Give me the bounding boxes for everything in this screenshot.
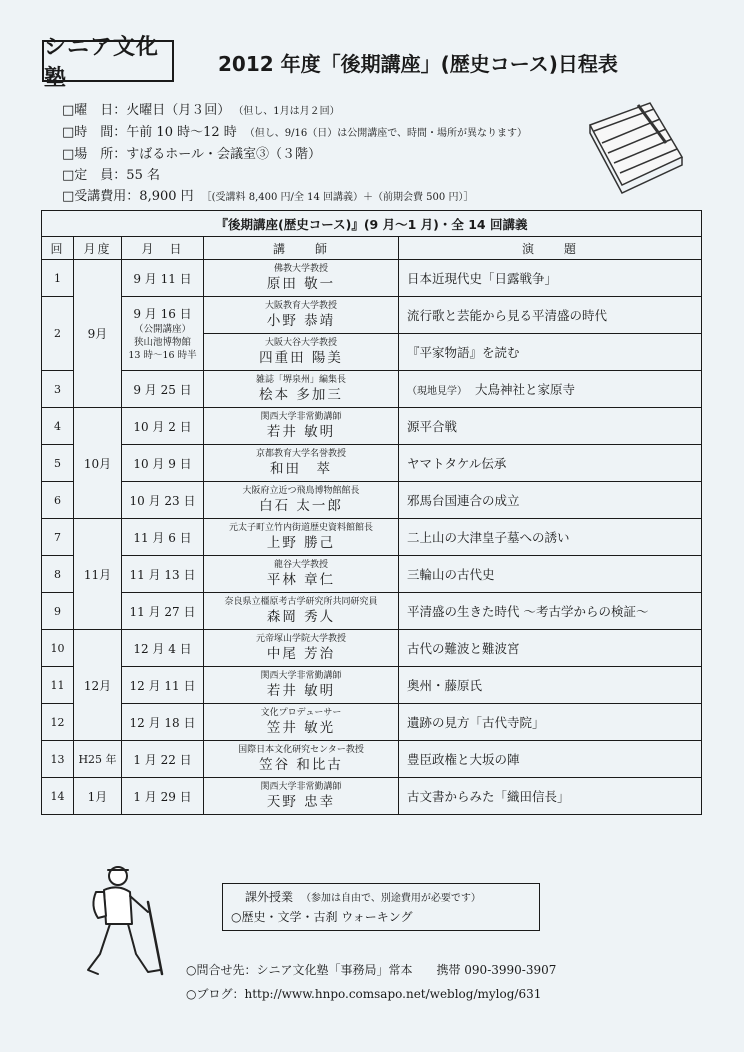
contact-block: [186, 958, 556, 1006]
month-dec: 12月: [74, 630, 122, 741]
schedule-table-wrapper: [41, 210, 701, 815]
table-row: 1 9月 9 月 11 日 佛教大学教授 原田 敬一 日本近現代史「日露戦争」: [42, 260, 702, 297]
month-nov: 11月: [74, 519, 122, 630]
header-lecturer: 講 師: [204, 237, 399, 260]
table-row: 5 10 月 9 日 京都教育大学名誉教授 和田 萃 ヤマトタケル伝承: [42, 445, 702, 482]
table-header: [42, 237, 702, 260]
hiker-illustration: [70, 862, 180, 982]
table-row: 大阪大谷大学教授 四重田 陽美 『平家物語』を読む: [42, 334, 702, 371]
table-row: 2 9 月 16 日 （公開講座） 狭山池博物館 13 時～16 時半 大阪教育大学教授 小野 恭靖 流行歌と芸能から見る平清盛の時代: [42, 297, 702, 334]
info-day: □曜 日：火曜日（月３回） （但し、1月は月２回）: [62, 103, 340, 118]
header-date: 月 日: [122, 237, 204, 260]
logo: シニア文化塾: [42, 40, 174, 82]
contact-blog[interactable]: ○ブログ：http://www.hnpo.comsapo.net/weblog/mylog/631: [186, 987, 542, 1001]
header-topic: 演 題: [399, 237, 702, 260]
month-oct: 10月: [74, 408, 122, 519]
table-row: 12 12 月 18 日 文化プロデューサー 笠井 敏光 遺跡の見方「古代寺院」: [42, 704, 702, 741]
extra-heading: 課外授業: [245, 890, 294, 904]
table-row: 6 10 月 23 日 大阪府立近つ飛鳥博物館館長 白石 太一郎 邪馬台国連合の成立: [42, 482, 702, 519]
table-row: 9 11 月 27 日 奈良県立橿原考古学研究所共同研究員 森岡 秀人 平清盛の生きた時代 ～考古学からの検証～: [42, 593, 702, 630]
info-capacity: □定 員：55 名: [62, 168, 160, 183]
header-month: 月度: [74, 237, 122, 260]
month-jan: 1月: [74, 778, 122, 815]
table-row: 10 12月 12 月 4 日 元帝塚山学院大学教授 中尾 芳治 古代の難波と難波宮: [42, 630, 702, 667]
month-jan-year: H25 年: [74, 741, 122, 778]
extra-item: ○歴史・文学・古刹 ウォーキング: [231, 910, 413, 924]
extra-note: （参加は自由で、別途費用が必要です）: [301, 893, 481, 904]
header-no: 回: [42, 237, 74, 260]
contact-inquiry: ○問合せ先：シニア文化塾「事務局」常本 携帯 090-3990-3907: [186, 963, 557, 977]
info-time: □時 間：午前 10 時～12 時 （但し、9/16（日）は公開講座で、時間・場所が異なります）: [62, 125, 528, 140]
table-row: 14 1月 1 月 29 日 関西大学非常勤講師 天野 忠幸 古文書からみた「織田信長」: [42, 778, 702, 815]
month-sep: 9月: [74, 260, 122, 408]
table-row: 8 11 月 13 日 龍谷大学教授 平林 章仁 三輪山の古代史: [42, 556, 702, 593]
table-title: 『後期講座(歴史コース)』(9 月～1 月)・全 14 回講義: [42, 211, 702, 237]
info-fee: □受講費用：8,900 円 ［(受講料 8,400 円/全 14 回講義）＋（前期会費 500 円）］: [62, 189, 474, 204]
table-row: 13 H25 年 1 月 22 日 国際日本文化研究センター教授 笠谷 和比古 豊臣政権と大坂の陣: [42, 741, 702, 778]
table-row: 11 12 月 11 日 関西大学非常勤講師 若井 敏明 奥州・藤原氏: [42, 667, 702, 704]
extra-classes-box: [222, 883, 540, 931]
table-row: 7 11月 11 月 6 日 元太子町立竹内街道歴史資料館館長 上野 勝己 二上山の大津皇子墓への誘い: [42, 519, 702, 556]
info-block: [62, 100, 527, 208]
schedule-table: [41, 210, 702, 815]
info-place: □場 所：すばるホール・会議室③（３階）: [62, 147, 322, 162]
notebook-illustration: [580, 95, 690, 195]
table-row: 3 9 月 25 日 雑誌「堺泉州」編集長 桧本 多加三 （現地見学） 大鳥神社と家原寺: [42, 371, 702, 408]
page-title: 2012 年度「後期講座」(歴史コース)日程表: [218, 52, 618, 76]
table-row: 4 10月 10 月 2 日 関西大学非常勤講師 若井 敏明 源平合戦: [42, 408, 702, 445]
